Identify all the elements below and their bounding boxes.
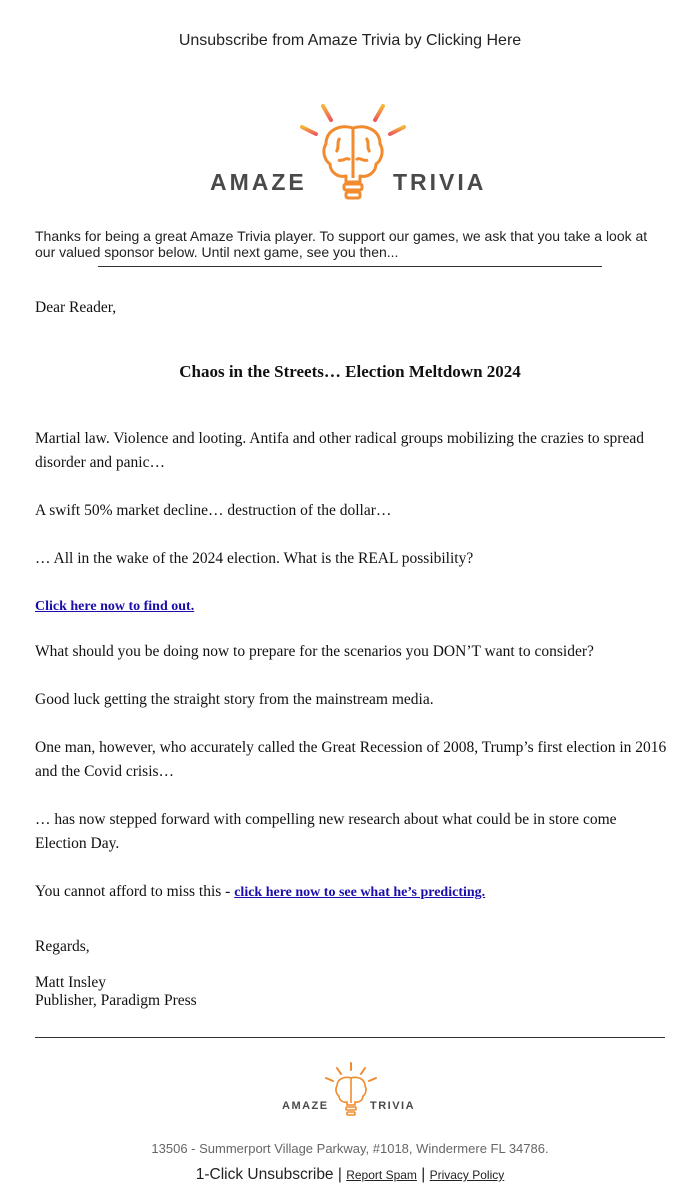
- signature-title: Publisher, Paradigm Press: [35, 992, 197, 1009]
- paragraph-6: One man, however, who accurately called the Great Recession of 2008, Trump’s first election in 2016 and the Covid crisis…: [35, 739, 667, 780]
- predicting-link[interactable]: click here now to see what he’s predicting.: [234, 885, 486, 900]
- footer-separator: |: [337, 1166, 342, 1183]
- paragraph-8: [35, 880, 670, 905]
- intro-divider: [98, 266, 602, 267]
- unsubscribe-link-top[interactable]: Unsubscribe from Amaze Trivia by Clicking Here: [178, 32, 522, 49]
- greeting: Dear Reader,: [35, 299, 117, 316]
- find-out-link[interactable]: Click here now to find out.: [35, 599, 195, 614]
- footer-lightbulb-brain-icon: [282, 1062, 420, 1118]
- paragraph-3: … All in the wake of the 2024 election. What is the REAL possibility?: [35, 550, 474, 567]
- paragraph-4: What should you be doing now to prepare for the scenarios you DON’T want to consider?: [35, 643, 594, 660]
- footer-logo-word-left: AMAZE: [282, 1100, 329, 1112]
- paragraph-8-prefix: You cannot afford to miss this -: [35, 883, 235, 900]
- one-click-unsubscribe-link[interactable]: 1-Click Unsubscribe: [195, 1166, 334, 1183]
- amaze-trivia-logo: [210, 94, 495, 206]
- footer-divider: [35, 1037, 665, 1038]
- privacy-policy-link[interactable]: Privacy Policy: [429, 1168, 505, 1182]
- footer-address: 13506 - Summerport Village Parkway, #1018, Windermere FL 34786.: [151, 1141, 549, 1156]
- signature-name: Matt Insley: [35, 974, 107, 991]
- footer-links: [0, 1166, 700, 1184]
- footer-logo: [282, 1062, 420, 1118]
- regards: Regards,: [35, 938, 90, 955]
- logo-word-right: TRIVIA: [393, 169, 487, 195]
- footer-logo-word-right: TRIVIA: [370, 1100, 416, 1112]
- paragraph-1: Martial law. Violence and looting. Antifa and other radical groups mobilizing the crazies to spread disorder and panic…: [35, 430, 644, 471]
- footer-separator: |: [421, 1166, 426, 1183]
- article-headline: Chaos in the Streets… Election Meltdown 2024: [179, 362, 521, 381]
- logo-word-left: AMAZE: [210, 169, 307, 195]
- report-spam-link[interactable]: Report Spam: [346, 1168, 417, 1182]
- paragraph-5: Good luck getting the straight story from the mainstream media.: [35, 691, 434, 708]
- lightbulb-brain-icon: [210, 94, 495, 206]
- paragraph-2: A swift 50% market decline… destruction of the dollar…: [35, 502, 392, 519]
- link-paragraph-1: [35, 594, 670, 619]
- paragraph-7: … has now stepped forward with compelling new research about what could be in store come Election Day.: [35, 811, 617, 852]
- intro-text: Thanks for being a great Amaze Trivia player. To support our games, we ask that you take a look at our valued sponsor below. Until next game, see you then...: [35, 228, 648, 260]
